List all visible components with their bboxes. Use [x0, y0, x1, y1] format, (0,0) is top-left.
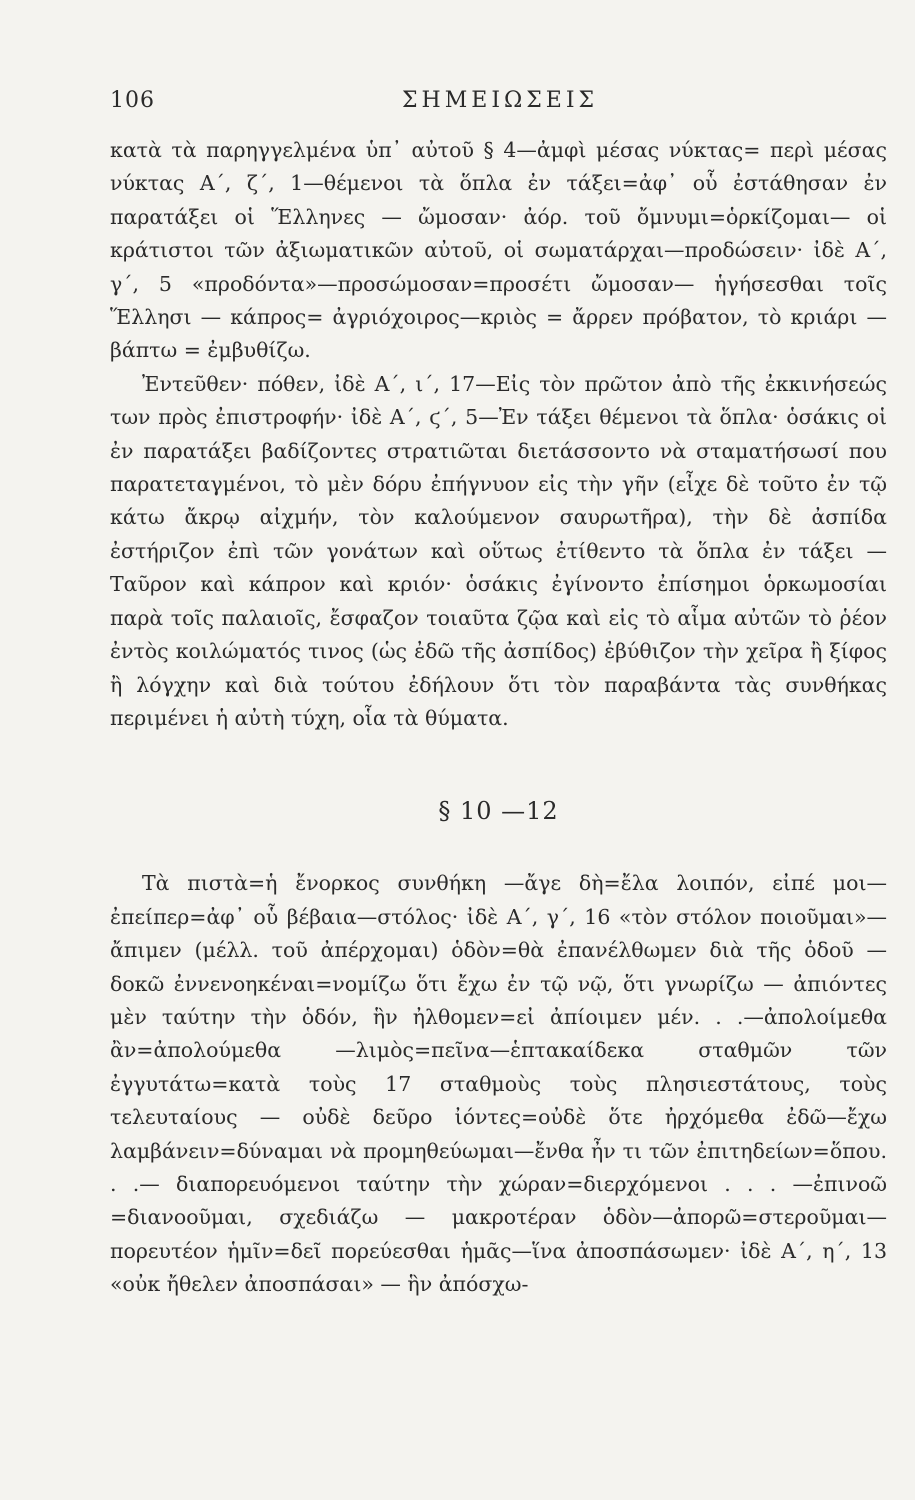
- section-heading: § 10 —12: [438, 797, 559, 826]
- note-paragraph-1: κατὰ τὰ παρηγγελμένα ὑπ᾽ αὐτοῦ § 4—ἀμφὶ μέσας νύκτας= περὶ μέσας νύκτας Α΄, ζ΄, 1—θέμενοι τὰ ὅπλα ἐν τάξει=ἀφ᾽ οὗ ἐστάθησαν ἐν παρατάξει οἱ Ἕλληνες — ὤμοσαν· ἀόρ. τοῦ ὄμνυμι=ὁρκίζομαι— οἱ κράτιστοι τῶν ἀξιωματικῶν αὐτοῦ, οἱ σωματάρχαι—προδώσειν· ἰδὲ Α΄, γ΄, 5 «προδόντα»—προσώμοσαν=προσέτι ὤμοσαν— ἡγήσεσθαι τοῖς Ἕλλησι — κάπρος= ἀγριόχοιρος—κριὸς = ἄρρεν πρόβατον, τὸ κριάρι — βάπτω = ἐμβυθίζω.: [110, 138, 887, 363]
- running-head: ΣΗΜΕΙΩΣΕΙΣ: [402, 88, 599, 113]
- notes-section-1: [110, 134, 887, 735]
- page-header: [110, 88, 887, 134]
- page-number: 106: [110, 88, 155, 113]
- note-paragraph-2: Ἐντεῦθεν· πόθεν, ἰδὲ Α΄, ι΄, 17—Εἰς τὸν πρῶτον ἀπὸ τῆς ἐκκινήσεώς των πρὸς ἐπιστροφήν· ἰδὲ Α΄, ϛ΄, 5—Ἐν τάξει θέμενοι τὰ ὅπλα· ὁσάκις οἱ ἐν παρατάξει βαδίζοντες στρατιῶται διετάσσοντο νὰ σταματήσωσί που παρατεταγμένοι, τὸ μὲν δόρυ ἐπήγνυον εἰς τὴν γῆν (εἶχε δὲ τοῦτο ἐν τῷ κάτω ἄκρῳ αἰχμήν, τὸν καλούμενον σαυρωτῆρα), τὴν δὲ ἀσπίδα ἐστήριζον ἐπὶ τῶν γονάτων καὶ οὕτως ἐτίθεντο τὰ ὅπλα ἐν τάξει — Ταῦρον καὶ κάπρον καὶ κριόν· ὁσάκις ἐγίνοντο ἐπίσημοι ὁρκωμοσίαι παρὰ τοῖς παλαιοῖς, ἔσφαζον τοιαῦτα ζῷα καὶ εἰς τὸ αἷμα αὐτῶν τὸ ῥέον ἐντὸς κοιλώματός τινος (ὡς ἐδῶ τῆς ἀσπίδος) ἐβύθιζον τὴν χεῖρα ἢ ξίφος ἢ λόγχην καὶ διὰ τούτου ἐδήλουν ὅτι τὸν παραβάντα τὰς συνθήκας περιμένει ἡ αὐτὴ τύχη, οἷα τὰ θύματα.: [110, 371, 887, 730]
- notes-section-2: [110, 867, 887, 1301]
- note-paragraph-3: Τὰ πιστὰ=ἡ ἔνορκος συνθήκη —ἄγε δὴ=ἔλα λοιπόν, εἰπέ μοι—ἐπείπερ=ἀφ᾽ οὗ βέβαια—στόλος· ἰδὲ Α΄, γ΄, 16 «τὸν στόλον ποιοῦμαι»—ἄπιμεν (μέλλ. τοῦ ἀπέρχομαι) ὁδὸν=θὰ ἐπανέλθωμεν διὰ τῆς ὁδοῦ — δοκῶ ἐννενοηκέναι=νομίζω ὅτι ἔχω ἐν τῷ νῷ, ὅτι γνωρίζω — ἀπιόντες μὲν ταύτην τὴν ὁδόν, ἣν ἠλθομεν=εἰ ἀπίοιμεν μέν. . .—ἀπολοίμεθα ἂν=ἀπολούμεθα —λιμὸς=πεῖνα—ἑπτακαίδεκα σταθμῶν τῶν ἐγγυτάτω=κατὰ τοὺς 17 σταθμοὺς τοὺς πλησιεστάτους, τοὺς τελευταίους — οὐδὲ δεῦρο ἰόντες=οὐδὲ ὅτε ἠρχόμεθα ἐδῶ—ἔχω λαμβάνειν=δύναμαι νὰ προμηθεύωμαι—ἔνθα ἦν τι τῶν ἐπιτηδείων=ὅπου. . .— διαπορευόμενοι ταύτην τὴν χώραν=διερχόμενοι . . . —ἐπινοῶ =διανοοῦμαι, σχεδιάζω — μακροτέραν ὁδὸν—ἀπορῶ=στεροῦμαι— πορευτέον ἡμῖν=δεῖ πορεύεσθαι ἡμᾶς—ἵνα ἀποσπάσωμεν· ἰδὲ Α΄, η΄, 13 «οὐκ ἤθελεν ἀποσπάσαι» — ἣν ἀπόσχω-: [110, 871, 887, 1297]
